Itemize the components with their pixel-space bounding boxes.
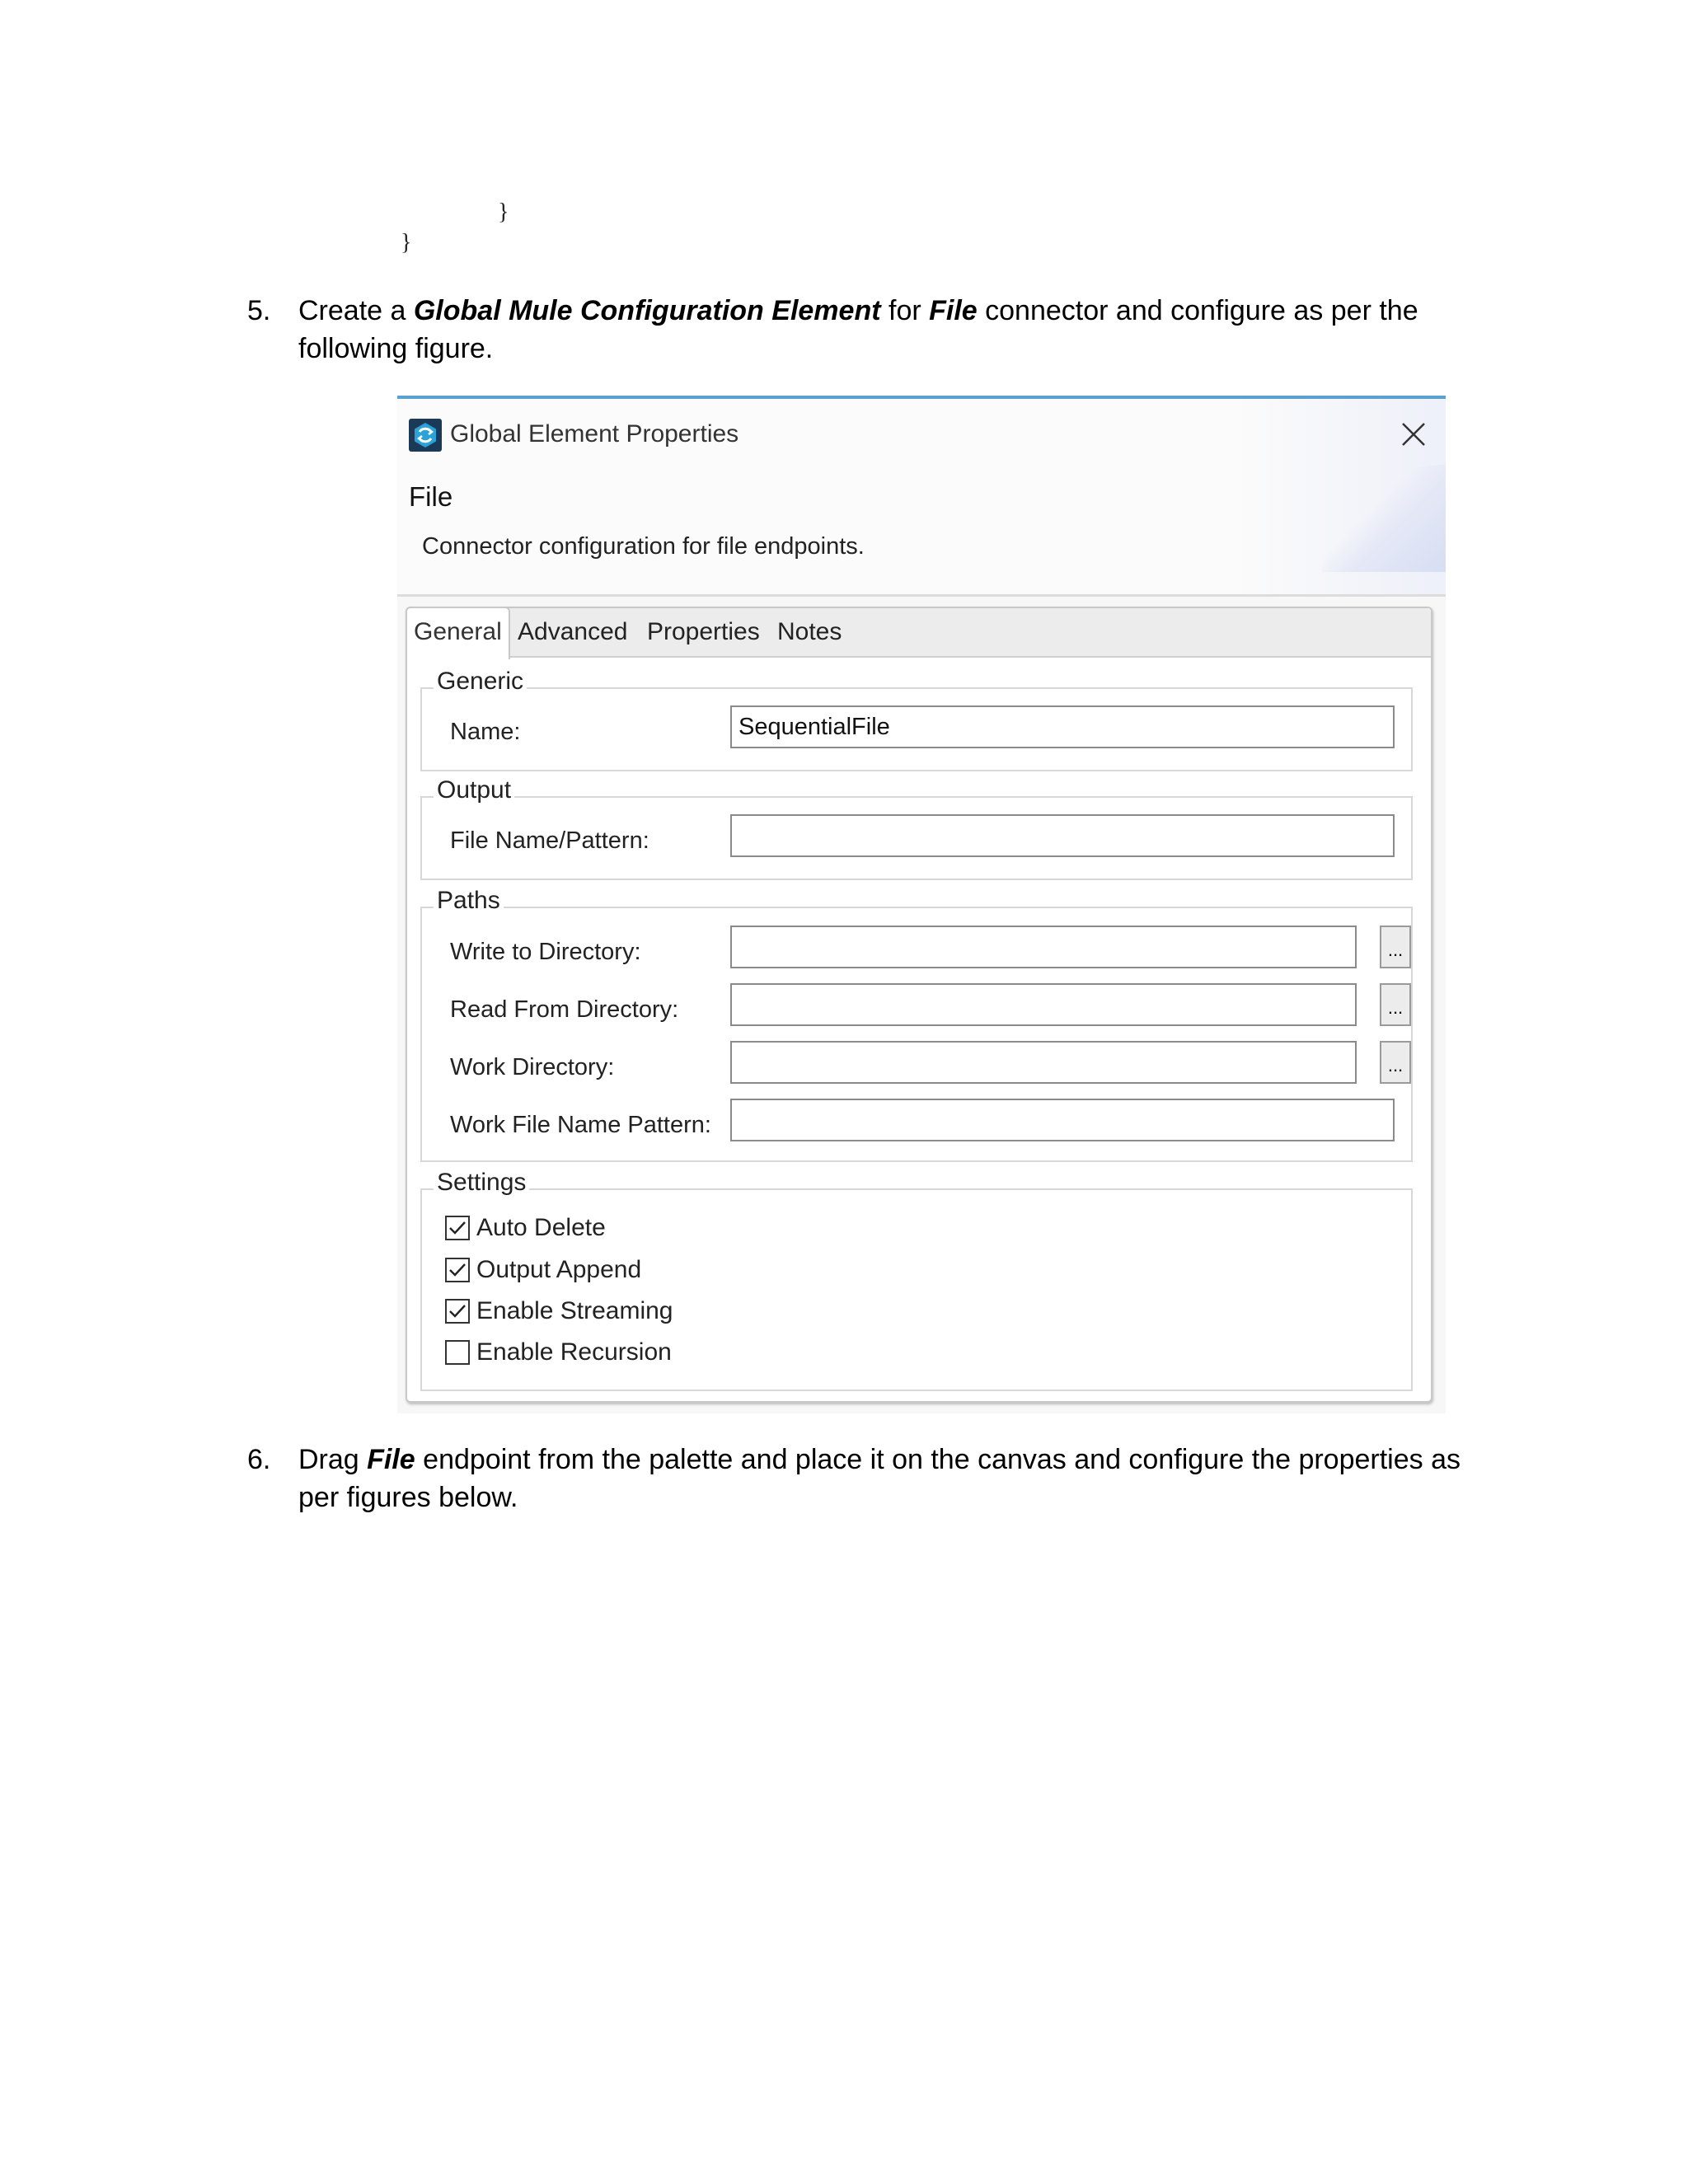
- group-legend: Paths: [434, 887, 504, 915]
- code-closing-brace-outer: }: [401, 230, 412, 255]
- work-file-name-pattern-input[interactable]: [730, 1099, 1395, 1141]
- checkbox-box: [445, 1299, 470, 1324]
- step-text: Create a Global Mule Configuration Element for File connector and configure as per the following figure.: [298, 295, 1418, 364]
- file-name-pattern-input[interactable]: [730, 814, 1395, 857]
- enable-recursion-checkbox[interactable]: [445, 1336, 672, 1369]
- header-decoration: [1322, 465, 1446, 572]
- checkbox-label: Auto Delete: [476, 1214, 606, 1241]
- step-5-instruction: [247, 292, 1484, 368]
- checkbox-label: Output Append: [476, 1256, 642, 1283]
- work-file-name-pattern-label: Work File Name Pattern:: [450, 1112, 711, 1138]
- checkbox-box: [445, 1258, 470, 1282]
- step-number: 5.: [247, 295, 271, 326]
- checkbox-box: [445, 1340, 470, 1365]
- checkmark-icon: [448, 1301, 467, 1321]
- checkbox-box: [445, 1216, 470, 1240]
- tab-advanced[interactable]: Advanced: [518, 618, 628, 645]
- tab-bar: [407, 608, 1431, 658]
- dialog-header: [397, 399, 1446, 594]
- read-directory-input[interactable]: [730, 983, 1357, 1026]
- step-number: 6.: [247, 1444, 271, 1475]
- work-directory-input[interactable]: [730, 1041, 1357, 1084]
- checkmark-icon: [448, 1260, 467, 1280]
- close-icon[interactable]: [1400, 420, 1428, 448]
- tab-general[interactable]: General: [406, 607, 510, 659]
- checkbox-label: Enable Streaming: [476, 1297, 673, 1324]
- settings-group: [420, 1169, 1413, 1391]
- group-legend: Generic: [434, 668, 527, 696]
- connector-name: File: [409, 481, 453, 512]
- work-directory-label: Work Directory:: [450, 1054, 615, 1080]
- name-input[interactable]: SequentialFile: [730, 705, 1395, 748]
- name-label: Name:: [450, 719, 521, 745]
- enable-streaming-checkbox[interactable]: [445, 1295, 673, 1328]
- tab-panel: [406, 607, 1432, 1403]
- connector-description: Connector configuration for file endpoints.: [422, 533, 865, 560]
- checkbox-label: Enable Recursion: [476, 1338, 672, 1366]
- checkmark-icon: [448, 1218, 467, 1238]
- mule-app-icon: [409, 419, 442, 452]
- write-directory-label: Write to Directory:: [450, 939, 641, 965]
- step-6-instruction: [247, 1441, 1484, 1516]
- work-directory-browse-button[interactable]: ...: [1380, 1041, 1411, 1084]
- dialog-title: Global Element Properties: [450, 420, 739, 448]
- write-directory-input[interactable]: [730, 926, 1357, 968]
- read-directory-label: Read From Directory:: [450, 996, 679, 1023]
- step-text: Drag File endpoint from the palette and place it on the canvas and configure the properties as per figures below.: [298, 1444, 1461, 1513]
- tab-notes[interactable]: Notes: [777, 618, 842, 645]
- write-directory-browse-button[interactable]: ...: [1380, 926, 1411, 968]
- read-directory-browse-button[interactable]: ...: [1380, 983, 1411, 1026]
- generic-group: [420, 668, 1413, 771]
- global-element-properties-dialog: [397, 396, 1446, 1413]
- paths-group: [420, 887, 1413, 1162]
- output-group: [420, 776, 1413, 880]
- header-separator: [397, 594, 1446, 597]
- output-append-checkbox[interactable]: [445, 1254, 641, 1286]
- group-legend: Settings: [434, 1169, 529, 1197]
- tab-properties[interactable]: Properties: [647, 618, 760, 645]
- file-name-pattern-label: File Name/Pattern:: [450, 827, 649, 854]
- code-closing-brace-inner: }: [498, 199, 509, 225]
- auto-delete-checkbox[interactable]: [445, 1212, 606, 1244]
- group-legend: Output: [434, 776, 514, 804]
